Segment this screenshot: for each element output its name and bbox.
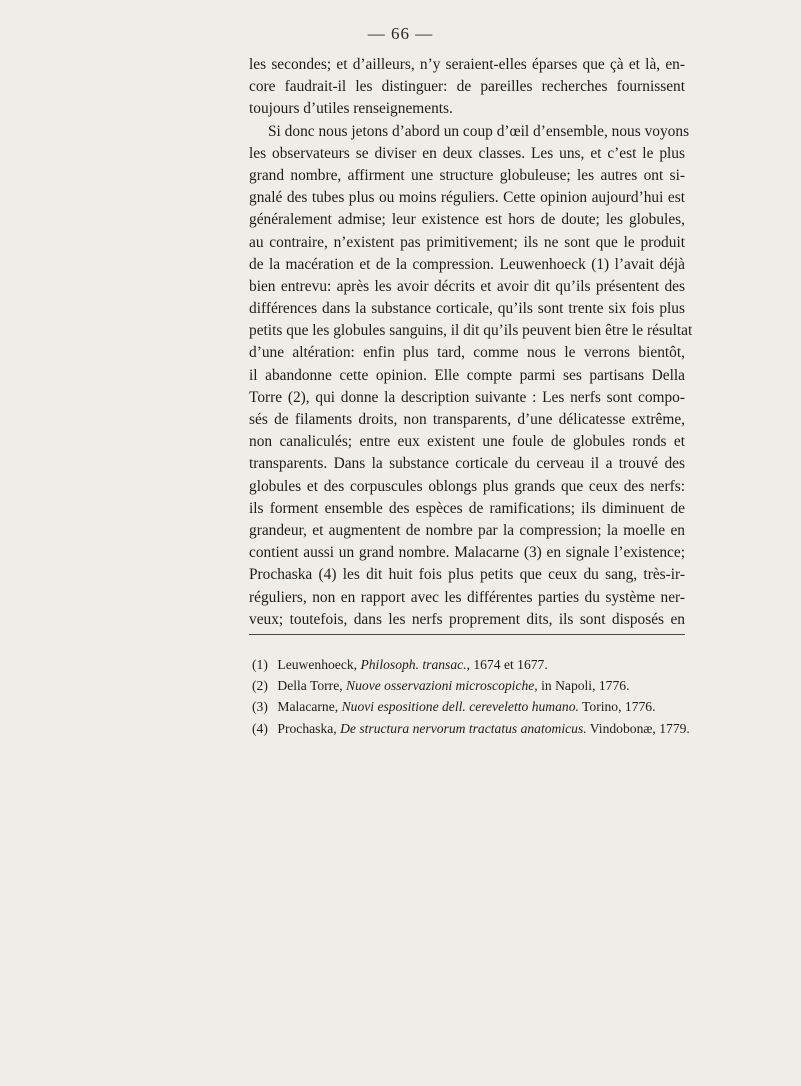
text-line: Prochaska (4) les dit huit fois plus petits que ceux du sang, très-ir- (249, 566, 685, 584)
footnote-divider (249, 634, 685, 635)
text-line: d’une altération: enfin plus tard, comme nous le verrons bientôt, (249, 344, 685, 362)
text-line: toujours d’utiles renseignements. (249, 100, 453, 118)
text-line: réguliers, non en rapport avec les différentes parties du système ner- (249, 588, 685, 606)
footnote-author: Della Torre, (277, 678, 343, 694)
text-line: contient aussi un grand nombre. Malacarne (3) en signale l’existence; (249, 544, 685, 562)
footnote-title: Nuove osservazioni microscopiche, (346, 678, 538, 694)
text-line: il abandonne cette opinion. Elle compte parmi ses partisans Della (249, 366, 685, 384)
text-line: au contraire, n’existent pas primitivement; ils ne sont que le produit (249, 233, 685, 251)
page-number: — 66 — (367, 24, 434, 43)
text-line: ils forment ensemble des espèces de ramifications; ils diminuent de (249, 499, 685, 517)
text-line: gnalé des tubes plus ou moins réguliers. Cette opinion aujourd’hui est (249, 189, 685, 207)
footnote-rest: , 1674 et 1677. (466, 657, 548, 672)
text-line: sés de filaments droits, non transparents, d’une délicatesse extrême, (249, 411, 685, 428)
footnote-number: (4) (252, 720, 268, 736)
text-line: grand nombre, affirment une structure globuleuse; les autres ont si- (249, 166, 685, 184)
footnote-title: De structura nervorum tractatus anatomicus. (340, 720, 587, 736)
footnote-author: Prochaska, (277, 720, 337, 736)
text-line: bien entrevu: après les avoir décrits et avoir dit qu’ils présentent des (249, 277, 685, 295)
footnote-number: (1) (252, 657, 268, 672)
footnote-author: Malacarne, (277, 699, 339, 715)
text-line: transparents. Dans la substance corticale du cerveau il a trouvé des (249, 455, 685, 473)
text-line: non canaliculés; entre eux existent une foule de globules ronds et (249, 433, 685, 451)
footnote (252, 718, 692, 739)
text-line: généralement admise; leur existence est hors de doute; les globules, (249, 211, 685, 229)
footnote-title: Nuovi espositione dell. cereveletto humano. (341, 699, 579, 715)
footnote (252, 696, 692, 717)
footnote-number: (3) (252, 699, 268, 715)
text-line: de la macération et de la compression. Leuwenhoeck (1) l’avait déjà (249, 255, 685, 273)
text-line: les observateurs se diviser en deux classes. Les uns, et c’est le plus (249, 144, 685, 162)
text-line: différences dans la substance corticale, qu’ils sont trente six fois plus (249, 300, 685, 318)
text-line: petits que les globules sanguins, il dit qu’ils peuvent bien être le résultat (249, 322, 693, 340)
paragraph-start-line: Si donc nous jetons d’abord un coup d’œil d’ensemble, nous voyons (268, 122, 690, 140)
text-line: Torre (2), qui donne la description suivante : Les nerfs sont compo- (249, 388, 685, 406)
footnote-title: Philosoph. transac. (360, 657, 467, 672)
footnote-rest: Torino, 1776. (578, 699, 656, 715)
footnote-rest: in Napoli, 1776. (537, 678, 630, 694)
body-text (249, 54, 693, 631)
text-line: les secondes; et d’ailleurs, n’y seraient-elles éparses que çà et là, en- (249, 56, 685, 73)
footnote (252, 654, 692, 675)
footnote-rest: Vindobonæ, 1779. (586, 720, 690, 736)
text-line: core faudrait-il les distinguer: de pareilles recherches fournissent (249, 78, 685, 96)
footnotes (252, 654, 692, 739)
text-line: veux; toutefois, dans les nerfs proprement dits, ils sont disposés en (249, 610, 685, 628)
footnote-author: Leuwenhoeck, (277, 657, 358, 672)
footnote-number: (2) (252, 678, 268, 694)
footnote (252, 675, 692, 696)
text-line: grandeur, et augmentent de nombre par la compression; la moelle en (249, 521, 685, 539)
text-line: globules et des corpuscules oblongs plus grands que ceux des nerfs: (249, 477, 685, 495)
